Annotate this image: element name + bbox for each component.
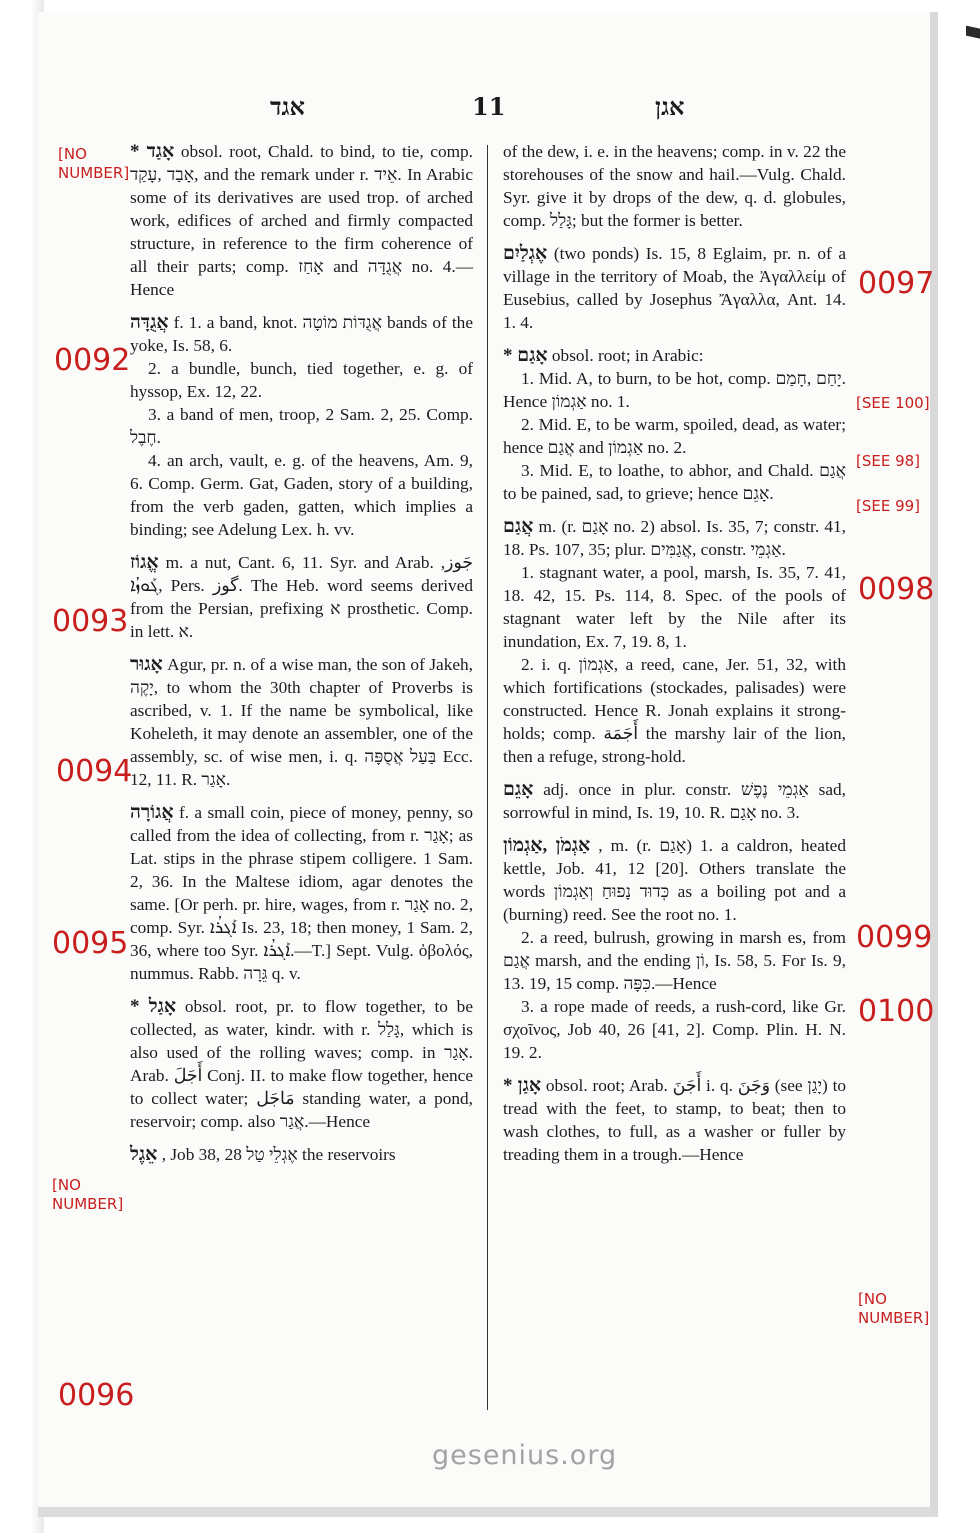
entry-paragraph xyxy=(130,801,473,985)
entry-text: (two ponds) Is. 15, 8 Eglaim, pr. n. of a village in the territory of Moab, the Ἀγαλλείμ of Eusebius, called by Josephus Ἄγαλλα, Ant. 14. 1. 4. xyxy=(503,244,846,332)
entry-paragraph xyxy=(503,995,846,1064)
margin-no-number-agan: [NO NUMBER] xyxy=(858,1290,930,1327)
entry-text: Agur, pr. n. of a wise man, the son of Jakeh, יָקֶה, to whom the 30th chapter of Proverbs is ascribed, v. 1. If the name be symbolical, like Koheleth, it may denote an assembler, one of the assembly, sc. of wise men, i. q. בַּעַל אֲסֻפָּה Ecc. 12, 11. R. אָגַר. xyxy=(130,655,473,789)
entry-text: , m. (r. אָגַם) 1. a caldron, heated kettle, Job. 41, 12 [20]. Others translate the words כְּדוּד נָפוּחַ וְאַגְמוֹן as a boiling pot and a (burning) reed. See the root no. 1. xyxy=(503,836,846,924)
dictionary-entry xyxy=(503,515,846,768)
margin-see-99: [SEE 99] xyxy=(856,497,921,515)
dictionary-entry xyxy=(130,801,473,985)
entry-text: of the dew, i. e. in the heavens; comp. in v. 22 the storehouses of the snow and hail.—Vulg. Chald. Syr. give it by drops of the dew, q. d. globules, comp. גָּלַל; but the former is better. xyxy=(503,142,846,230)
entry-headword: אֶגְלַיִם xyxy=(503,243,548,264)
entry-headword: אָגֵם xyxy=(503,779,534,800)
site-watermark: gesenius.org xyxy=(432,1440,618,1471)
dictionary-entry xyxy=(503,834,846,1064)
entry-paragraph xyxy=(503,459,846,505)
entry-paragraph xyxy=(503,242,846,334)
entry-text: 2. i. q. אַגְמוֹן, a reed, cane, Jer. 51, 32, with which fortifications (stockades, palisades) were constructed. Hence R. Jonah explains it strong-holds; comp. أَجَمَة the marshy lair of the lion, then a refuge, strong-hold. xyxy=(503,655,846,766)
entry-text: f. a small coin, piece of money, penny, so called from the idea of collecting, from r. אָגַר; as Lat. stips in the phrase stipem colligere. 1 Sam. 2, 36. In the Maltese idiom, agar denotes the same. [Or perh. pr. hire, wages, from r. אָגַר no. 2, comp. Syr. ܐܰܓܪܳܐ Is. 23, 18; then money, 1 Sam. 2, 36, where too Syr. ܐܰܓܪܳܐ.—T.] Sept. Vulg. ὀβολός, nummus. Rabb. גֵּרָה q. v. xyxy=(130,803,474,983)
entry-text: 2. Mid. E, to be warm, spoiled, dead, as water; hence אֲגַם and אַגְמוֹן no. 2. xyxy=(503,415,846,457)
entry-paragraph xyxy=(503,926,846,995)
entry-paragraph xyxy=(130,140,473,301)
margin-see-100: [SEE 100] xyxy=(856,394,930,412)
dictionary-entry xyxy=(503,778,846,824)
entry-paragraph xyxy=(503,561,846,653)
margin-number-0098: 0098 xyxy=(858,572,935,607)
entry-text: obsol. root, Chald. to bind, to tie, comp. אָבַד ,עָקַד, and the remark under r. אֵיד. In Arabic some of its derivatives are used trop. of arched work, edifices of arched and firmly compacted structure, in reference to the firm coherence of all their parts; comp. אָחַז and אֲגֻדָּה no. 4.—Hence xyxy=(130,142,474,299)
margin-no-number-agal: [NO NUMBER] xyxy=(52,1176,124,1213)
entry-text: 3. Mid. E, to loathe, to abhor, and Chald. אֲגַם to be pained, sad, to grieve; hence אָגֵם. xyxy=(503,461,846,503)
entry-text: 1. Mid. A, to burn, to be hot, comp. יָחַם ,חָמַם. Hence אַגְמוֹן no. 1. xyxy=(503,369,846,411)
entry-paragraph xyxy=(130,653,473,791)
entry-paragraph xyxy=(503,515,846,561)
column-divider xyxy=(487,145,488,1410)
entry-headword: אֲגֻדָּה xyxy=(130,312,169,333)
entry-text: adj. once in plur. constr. אַגְמֵי נֶפֶשׁ sad, sorrowful in mind, Is. 19, 10. R. אָגַם no. 3. xyxy=(503,780,846,822)
entry-text: obsol. root; in Arabic: xyxy=(551,346,704,365)
entry-text: f. 1. a band, knot. אֲגֻדּוֹת מוֹטָה bands of the yoke, Is. 58, 6. xyxy=(130,313,473,355)
page-number: 11 xyxy=(472,92,506,121)
entry-paragraph xyxy=(130,995,473,1133)
entry-text: 3. a rope made of reeds, a rush-cord, like Gr. σχοῖνος, Job 40, 26 [41, 2]. Comp. Plin. H. N. 19. 2. xyxy=(503,997,846,1062)
entry-paragraph xyxy=(503,653,846,768)
entry-text: m. a nut, Cant. 6, 11. Syr. and Arab. جَوز, ܓܰܘܙܳܐ, Pers. گوز. The Heb. word seems derived from the Persian, prefixing א prosthetic. Comp. in lett. א. xyxy=(130,553,474,641)
dictionary-entry xyxy=(130,995,473,1133)
entry-headword: אָגוּר xyxy=(130,654,163,675)
entry-headword: אֲגוֹרָה xyxy=(130,802,174,823)
margin-number-0099: 0099 xyxy=(856,920,933,955)
entry-paragraph xyxy=(503,367,846,413)
entry-headword: אַגְמֹן ,אַגְמוֹן xyxy=(503,835,591,856)
entry-text: 2. a reed, bulrush, growing in marsh es, from אֲגַם marsh, and the ending וֹן, Is. 58, 5. For Is. 9, 13. 19, 15 comp. כִּפָּה.—Hence xyxy=(503,928,846,993)
entry-text: obsol. root; Arab. أَجَنَ i. q. وَجَنَ (see יָגַן) to tread with the feet, to stamp, to beat; then to wash clothes, to full, as a washer or fuller by treading them in a trough.—Hence xyxy=(503,1076,847,1164)
entry-headword: * אָגַל xyxy=(130,996,177,1017)
margin-number-0100: 0100 xyxy=(858,994,935,1029)
page-corner-mark xyxy=(966,26,980,41)
entry-paragraph xyxy=(130,357,473,403)
right-column xyxy=(503,140,846,1176)
entry-paragraph xyxy=(130,403,473,449)
entry-headword: * אָגַם xyxy=(503,345,548,366)
entry-headword: * אָגַד xyxy=(130,141,175,162)
entry-paragraph xyxy=(503,413,846,459)
entry-text: 2. a bundle, bunch, tied together, e. g. of hyssop, Ex. 12, 22. xyxy=(130,359,473,401)
entry-paragraph xyxy=(130,311,473,357)
entry-text: m. (r. אָגַם no. 2) absol. Is. 35, 7; constr. 41, 18. Ps. 107, 35; plur. אֲגַמִּים, constr. אַגְמֵי. xyxy=(503,517,846,559)
entry-paragraph xyxy=(503,140,846,232)
entry-headword: אֱגוֹז xyxy=(130,552,159,573)
entry-text: obsol. root, pr. to flow together, to be collected, as water, kindr. with r. גָּלַל, which is also used of the rolling waves; comp. in אָגַר. Arab. أَجَلَ Conj. II. to make flow together, hence to collect water; مَاجَل standing water, a pond, reservoir; comp. also אֲגַר.—Hence xyxy=(130,997,474,1131)
dictionary-entry xyxy=(130,551,473,643)
dictionary-entry xyxy=(130,311,473,541)
margin-number-0092: 0092 xyxy=(54,343,131,378)
dictionary-entry xyxy=(130,140,473,301)
entry-paragraph xyxy=(503,834,846,926)
entry-text: 4. an arch, vault, e. g. of the heavens, Am. 9, 6. Comp. Germ. Gat, Gaden, story of a building, from the verb gaden, gatten, which implies a binding; see Adelung Lex. h. vv. xyxy=(130,451,473,539)
margin-number-0094: 0094 xyxy=(56,754,133,789)
header-left-word: אגד xyxy=(270,92,305,121)
entry-text: 1. stagnant water, a pool, marsh, Is. 35, 7. 41, 18. 42, 15. Ps. 114, 8. Spec. of the pools of stagnant water left by the Nile after its inundation, Ex. 7, 19. 8, 1. xyxy=(503,563,846,651)
entry-paragraph xyxy=(503,778,846,824)
entry-text: , Job 38, 28 אֶגְלֵי טַל the reservoirs xyxy=(161,1145,396,1164)
entry-paragraph xyxy=(130,1143,473,1166)
entry-paragraph xyxy=(130,551,473,643)
dictionary-entry xyxy=(503,140,846,232)
left-column xyxy=(130,140,473,1176)
header-right-word: אגן xyxy=(655,92,685,121)
entry-paragraph xyxy=(130,449,473,541)
entry-text: 3. a band of men, troop, 2 Sam. 2, 25. Comp. חֶבֶל. xyxy=(130,405,473,447)
margin-no-number-agad: [NO NUMBER] xyxy=(58,145,130,182)
entry-headword: * אָגַן xyxy=(503,1075,542,1096)
entry-headword: אֲגַם xyxy=(503,516,534,537)
dictionary-entry xyxy=(130,1143,473,1166)
dictionary-entry xyxy=(130,653,473,791)
entry-paragraph xyxy=(503,344,846,367)
entry-headword: אֵגֶל xyxy=(130,1144,158,1165)
dictionary-entry xyxy=(503,344,846,505)
margin-number-0095: 0095 xyxy=(52,926,129,961)
margin-see-98: [SEE 98] xyxy=(856,452,921,470)
margin-number-0097: 0097 xyxy=(858,266,935,301)
entry-paragraph xyxy=(503,1074,846,1166)
dictionary-entry xyxy=(503,1074,846,1166)
dictionary-entry xyxy=(503,242,846,334)
margin-number-0093: 0093 xyxy=(52,604,129,639)
margin-number-0096: 0096 xyxy=(58,1378,135,1413)
